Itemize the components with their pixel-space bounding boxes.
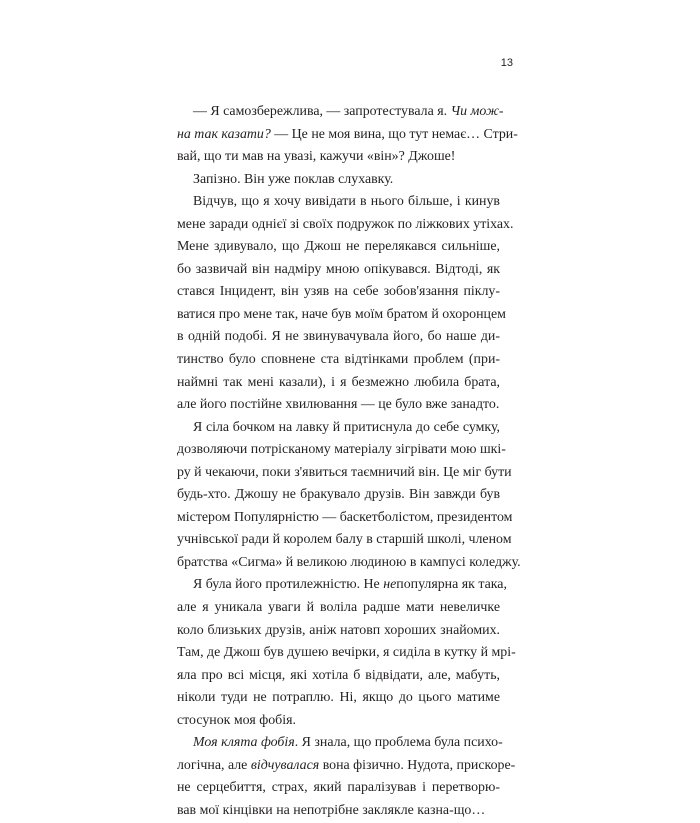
text-line (177, 687, 500, 710)
text-line (177, 642, 516, 665)
text-line (177, 574, 507, 597)
text-segment: бо зазвичай він надміру мною опікувався. Відтоді, як (177, 261, 500, 277)
text-line (177, 259, 500, 282)
text-line (177, 394, 500, 417)
text-segment: логічна, але (177, 757, 251, 773)
text-line (177, 597, 500, 620)
text-line (177, 439, 506, 462)
text-line (177, 169, 500, 192)
text-segment: в одній подобі. Я не звинувачувала його, бо наше ди- (177, 329, 500, 345)
text-segment: . Я знала, що проблема була психо- (294, 735, 503, 751)
italic-text: не (383, 577, 397, 593)
text-segment: Мене здивувало, що Джош не перелякався сильніше, (177, 239, 500, 255)
text-line (177, 552, 521, 575)
text-segment: учнівської ради й королем балу в старшій школі, членом (177, 532, 512, 548)
text-segment: але я уникала уваги й воліла радше мати невеличке (177, 600, 500, 616)
italic-text: на так казати? (177, 126, 271, 142)
text-segment: яла про всі місця, які хотіла б відвідати, але, мабуть, (177, 667, 500, 683)
text-segment: Запізно. Він уже поклав слухавку. (193, 171, 394, 187)
text-line (177, 349, 500, 372)
text-segment: Відчув, що я хочу вивідати в нього більше, і кинув (193, 194, 500, 210)
text-segment: наймні так мені казали), і я безмежно любила брата, (177, 374, 500, 390)
text-line (177, 732, 503, 755)
text-segment: вай, що ти мав на увазі, кажучи «він»? Джоше! (177, 149, 456, 165)
page-number: 13 (500, 57, 513, 69)
text-segment: — Я самозбережлива, — запротестувала я. (193, 104, 451, 119)
italic-text: Моя клята фобія (193, 735, 295, 751)
text-segment: мене заради однієї зі своїх подружок по ліжкових утіхах. (177, 216, 514, 232)
text-line (177, 191, 500, 214)
text-line (177, 665, 500, 688)
text-line (177, 800, 500, 823)
text-line (177, 529, 512, 552)
text-segment: Я була його протилежністю. Не (193, 577, 384, 593)
text-segment: стався Інцидент, він узяв на себе зобов'язання піклу- (177, 284, 500, 300)
body-text (177, 101, 521, 823)
text-line (177, 462, 512, 485)
text-segment: — Це не моя вина, що тут немає… Стри- (270, 126, 518, 142)
text-line (177, 214, 514, 237)
text-line (177, 281, 500, 304)
text-segment: коло близьких друзів, аніж натовп хороших знайомих. (177, 622, 500, 638)
text-line (177, 710, 500, 733)
text-line (177, 326, 500, 349)
text-segment: дозволяючи потрісканому матеріалу зігрівати мою шкі- (177, 442, 506, 458)
text-line (177, 101, 504, 124)
text-line (177, 124, 518, 147)
text-segment: вав мої кінцівки на непотрібне заклякле казна-що… (177, 802, 486, 818)
text-line (177, 507, 513, 530)
italic-text: Чи мож- (450, 104, 504, 119)
text-line (177, 620, 500, 643)
text-segment: містером Популярністю — баскетболістом, президентом (177, 509, 513, 525)
text-segment: популярна як така, (396, 577, 507, 593)
text-segment: не серцебиття, страх, який паралізував і перетворю- (177, 780, 500, 796)
italic-text: відчувалася (250, 757, 320, 773)
text-line (177, 417, 500, 440)
text-line (177, 236, 500, 259)
text-segment: Я сіла бочком на лавку й притиснула до себе сумку, (193, 419, 500, 435)
text-segment: ватися про мене так, наче був моїм братом й охоронцем (177, 306, 506, 322)
text-segment: ру й чекаючи, поки з'явиться таємничий він. Це міг бути (177, 464, 512, 480)
text-segment: тинство було сповнене ста відтінками проблем (при- (177, 352, 500, 368)
text-segment: будь-хто. Джошу не бракувало друзів. Він завжди був (177, 487, 500, 503)
text-segment: братства «Сигма» й великою людиною в кампусі коледжу. (177, 554, 521, 570)
text-line (177, 755, 516, 778)
text-segment: ніколи туди не потраплю. Ні, якщо до цього матиме (177, 690, 500, 706)
text-segment: але його постійне хвилювання — це було вже занадто. (177, 397, 500, 413)
text-line (177, 304, 506, 327)
text-segment: стосунок моя фобія. (177, 712, 296, 728)
text-line (177, 777, 500, 800)
text-line (177, 146, 500, 169)
text-line (177, 484, 500, 507)
text-line (177, 372, 500, 395)
text-segment: Там, де Джош був душею вечірки, я сиділа в кутку й мрі- (177, 645, 516, 661)
text-segment: вона фізично. Нудота, прискоре- (319, 757, 516, 773)
